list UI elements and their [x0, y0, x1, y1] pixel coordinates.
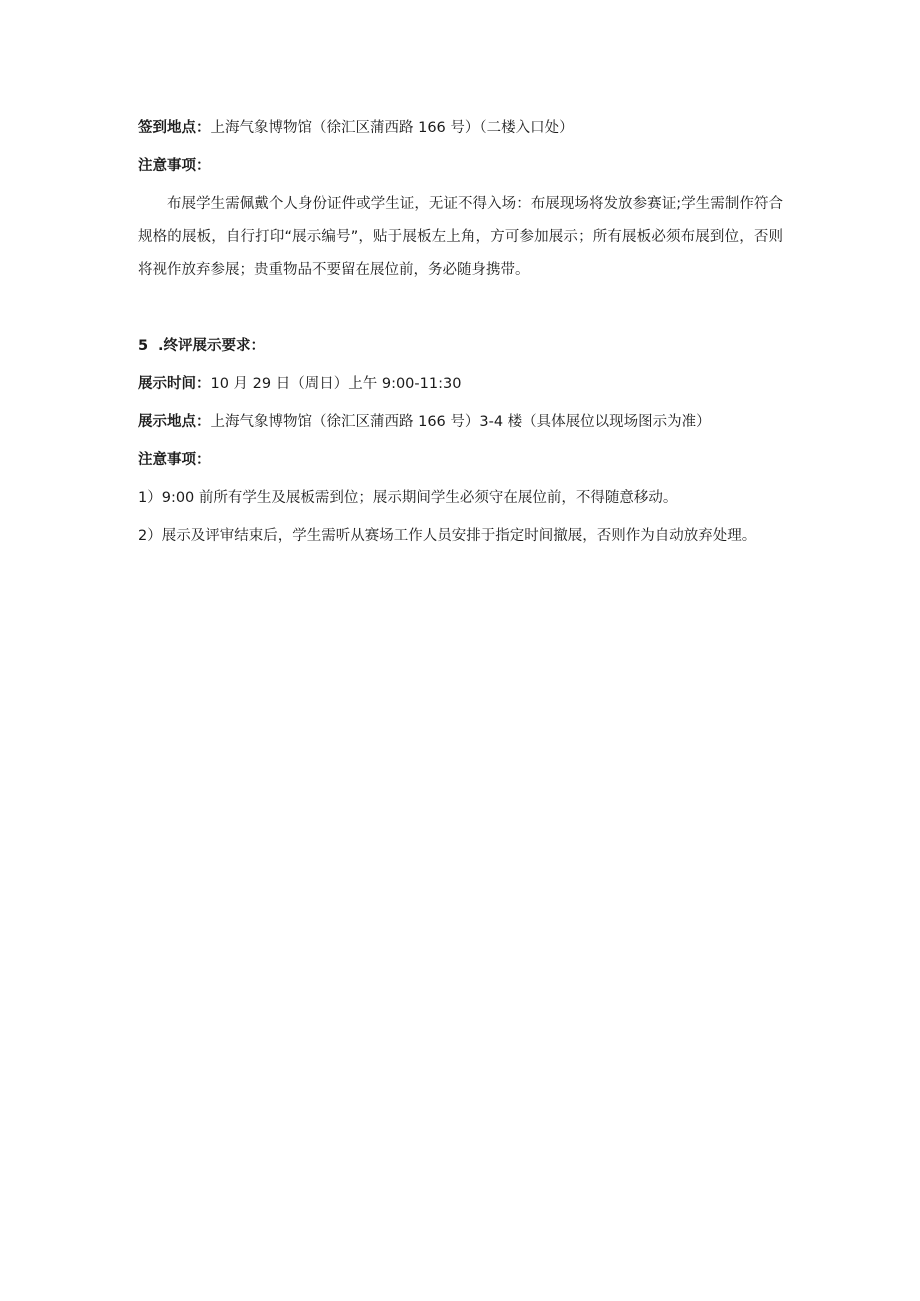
notice-item-1: 1）9:00 前所有学生及展板需到位；展示期间学生必须守在展位前，不得随意移动。: [138, 490, 678, 506]
display-location-label: 展示地点：: [138, 414, 211, 430]
notice-heading-2: 注意事项：: [138, 452, 211, 468]
notice-heading-1: 注意事项：: [138, 158, 211, 174]
section-5-heading: [138, 336, 783, 356]
display-time-value: 10 月 29 日（周日）上午 9:00-11:30: [210, 376, 462, 392]
display-time-label: 展示时间：: [138, 376, 211, 392]
checkin-location-label: 签到地点：: [138, 120, 211, 136]
display-location: [138, 412, 783, 432]
checkin-location: [138, 118, 783, 138]
notice-paragraph-1: 布展学生需佩戴个人身份证件或学生证，无证不得入场：布展现场将发放参赛证;学生需制作符合规格的展板，自行打印“展示编号”，贴于展板左上角，方可参加展示；所有展板必须布展到位，否则将视作放弃参展；贵重物品不要留在展位前，务必随身携带。: [138, 196, 783, 278]
notice-item-2: 2）展示及评审结束后，学生需听从赛场工作人员安排于指定时间撤展，否则作为自动放弃处理。: [138, 528, 757, 544]
display-location-value: 上海气象博物馆（徐汇区蒲西路 166 号）3-4 楼（具体展位以现场图示为准）: [210, 414, 711, 430]
document-body: [138, 118, 783, 553]
section-5-title: .终评展示要求：: [158, 338, 266, 354]
display-time: [138, 374, 783, 394]
section-5-number: 5: [138, 338, 149, 354]
checkin-location-value: 上海气象博物馆（徐汇区蒲西路 166 号）（二楼入口处）: [210, 120, 574, 136]
